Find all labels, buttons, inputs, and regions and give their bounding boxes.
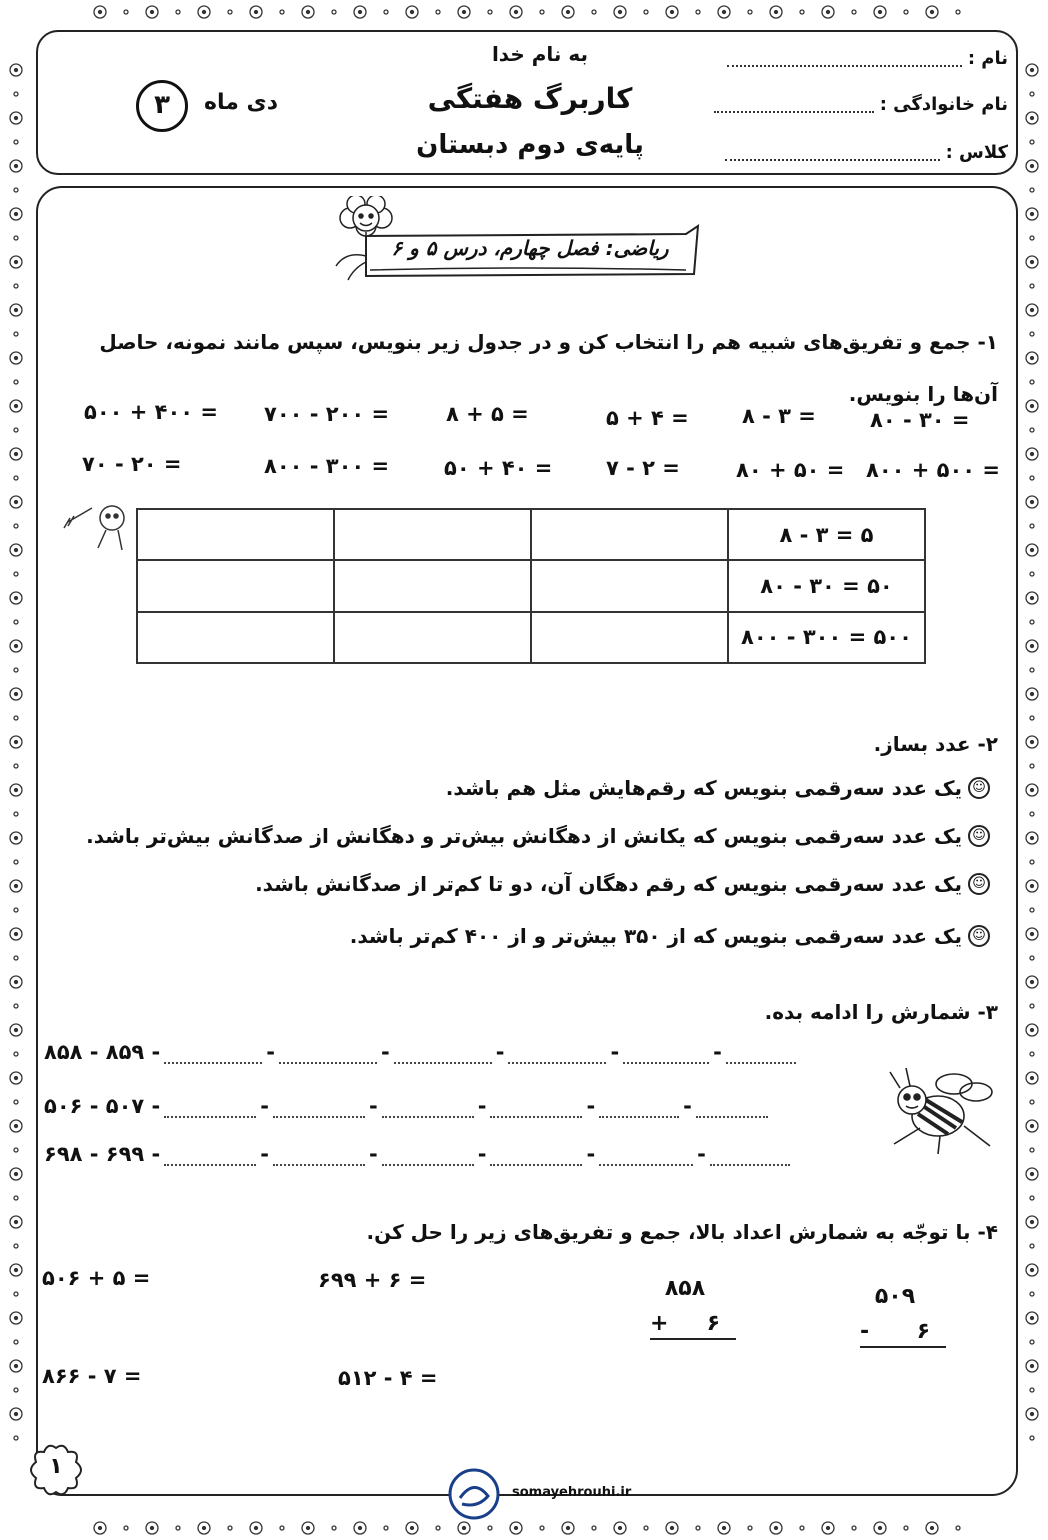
class-field[interactable] [725,142,1008,163]
counting-start: ۸۵۸ - ۸۵۹ - [44,1040,161,1064]
blank[interactable] [599,1104,679,1118]
q2-item-3 [255,872,990,896]
blank[interactable] [490,1152,582,1166]
table-example-2: ۸۰ - ۳۰ = ۵۰ [728,560,925,611]
family-field[interactable] [714,94,1008,115]
minus-sign: - [860,1319,870,1344]
q2-item-text: یک عدد سه‌رقمی بنویس که از ۳۵۰ بیش‌تر و از ۴۰۰ کم‌تر باشد. [349,924,962,948]
expr-512-4: ۵۱۲ - ۴ = [338,1366,438,1390]
blank[interactable] [490,1104,582,1118]
blank[interactable] [164,1104,256,1118]
table-cell[interactable] [334,612,531,663]
expr-80-30: ۸۰ - ۳۰ = [870,408,970,432]
week-number-badge: ۳ [136,80,188,132]
q2-item-text: یک عدد سه‌رقمی بنویس که رقم‌هایش مثل هم باشد. [445,776,962,800]
page-number-badge [28,1442,84,1498]
expr-800-500: ۸۰۰ + ۵۰۰ = [866,458,1001,482]
expr-5-4: ۵ + ۴ = [606,406,689,430]
vertical-subtraction [860,1284,930,1348]
worksheet-title: کاربرگ هفتگی [427,82,633,115]
family-label: نام خانوادگی : [879,94,1008,115]
blank[interactable] [164,1152,256,1166]
expr-506-5: ۵۰۶ + ۵ = [42,1266,151,1290]
question-1-text: ۱- جمع و تفریق‌های شبیه هم را انتخاب کن و در جدول زیر بنویس، سپس مانند نمونه، حاصل آن‌ها را بنویس. [99,330,998,406]
blank[interactable] [508,1050,606,1064]
name-field[interactable] [727,48,1008,69]
family-blank[interactable] [714,97,874,113]
expr-8-3: ۸ - ۳ = [742,404,816,428]
blank[interactable] [623,1050,709,1064]
plus-sign: + [650,1311,669,1336]
name-blank[interactable] [727,51,962,67]
table-cell[interactable] [334,560,531,611]
counting-row-2: ۵۰۶ - ۵۰۷ - - - - - - [44,1094,772,1118]
lesson-banner-text: ریاضی: فصل چهارم، درس ۵ و ۶ [391,236,669,260]
table-cell[interactable] [334,509,531,560]
expr-699-6: ۶۹۹ + ۶ = [318,1268,427,1292]
blank[interactable] [599,1152,693,1166]
blank[interactable] [382,1104,474,1118]
footer-url: somayehrouhi.ir [512,1485,632,1500]
question-2-title: ۲- عدد بساز. [873,732,998,756]
cartoon-character-icon [62,498,138,556]
question-3-title: ۳- شمارش را ادامه بده. [764,1000,998,1024]
table-cell[interactable] [531,560,728,611]
answer-line[interactable] [650,1338,736,1340]
blank[interactable] [726,1050,796,1064]
bee-icon [880,1064,1000,1158]
class-label: کلاس : [945,142,1008,163]
expr-500-400: ۵۰۰ + ۴۰۰ = [84,400,219,424]
blank[interactable] [710,1152,790,1166]
page-number: ۱ [49,1454,63,1479]
vertical-addition [650,1276,720,1340]
counting-row-3: ۶۹۸ - ۶۹۹ - - - - - - [44,1142,794,1166]
smiley-icon: ☺ [968,925,990,947]
expr-700-200: ۷۰۰ - ۲۰۰ = [264,402,390,426]
blank[interactable] [164,1050,262,1064]
name-label: نام : [967,48,1008,69]
month-label: دی ماه [204,90,278,115]
blank[interactable] [382,1152,474,1166]
grade-title: پایه‌ی دوم دبستان [416,130,644,160]
counting-row-1: ۸۵۸ - ۸۵۹ - - - - - - [44,1040,800,1064]
table-example-3: ۸۰۰ - ۳۰۰ = ۵۰۰ [728,612,925,663]
blank[interactable] [279,1050,377,1064]
q2-item-1 [446,776,990,800]
blank[interactable] [394,1050,492,1064]
q2-item-2 [86,824,990,848]
examples-table [136,508,926,664]
q2-item-4 [350,924,990,948]
smiley-icon: ☺ [968,873,990,895]
smiley-icon: ☺ [968,825,990,847]
blank[interactable] [273,1104,365,1118]
table-cell[interactable] [531,509,728,560]
table-cell[interactable] [137,560,334,611]
q2-item-text: یک عدد سه‌رقمی بنویس که رقم دهگان آن، دو تا کم‌تر از صدگانش باشد. [255,872,962,896]
expr-50-40: ۵۰ + ۴۰ = [444,456,553,480]
blank[interactable] [273,1152,365,1166]
question-4-title: ۴- با توجّه به شمارش اعداد بالا، جمع و تفریق‌های زیر را حل کن. [366,1220,998,1244]
vertical-bottom-number: ۶ [706,1311,720,1336]
counting-start: ۵۰۶ - ۵۰۷ - [44,1094,161,1118]
blank[interactable] [696,1104,768,1118]
table-example-1: ۸ - ۳ = ۵ [728,509,925,560]
q2-item-text: یک عدد سه‌رقمی بنویس که یکانش از دهگانش بیش‌تر و دهگانش از صدگانش بیش‌تر باشد. [86,824,962,848]
expr-70-20: ۷۰ - ۲۰ = [82,452,182,476]
counting-start: ۶۹۸ - ۶۹۹ - [44,1142,161,1166]
table-cell[interactable] [137,509,334,560]
bismillah: به نام خدا [491,42,589,66]
expr-8-5: ۸ + ۵ = [446,402,529,426]
smiley-icon: ☺ [968,777,990,799]
class-blank[interactable] [725,145,940,161]
expr-7-2: ۷ - ۲ = [606,456,680,480]
table-cell[interactable] [531,612,728,663]
vertical-bottom-number: ۶ [916,1319,930,1344]
vertical-top-number: ۸۵۸ [664,1276,706,1301]
logo-icon [448,1468,500,1520]
answer-line[interactable] [860,1346,946,1348]
table-cell[interactable] [137,612,334,663]
expr-80-50: ۸۰ + ۵۰ = [736,458,845,482]
expr-866-7: ۸۶۶ - ۷ = [42,1364,142,1388]
expr-800-300: ۸۰۰ - ۳۰۰ = [264,454,390,478]
vertical-top-number: ۵۰۹ [874,1284,916,1309]
